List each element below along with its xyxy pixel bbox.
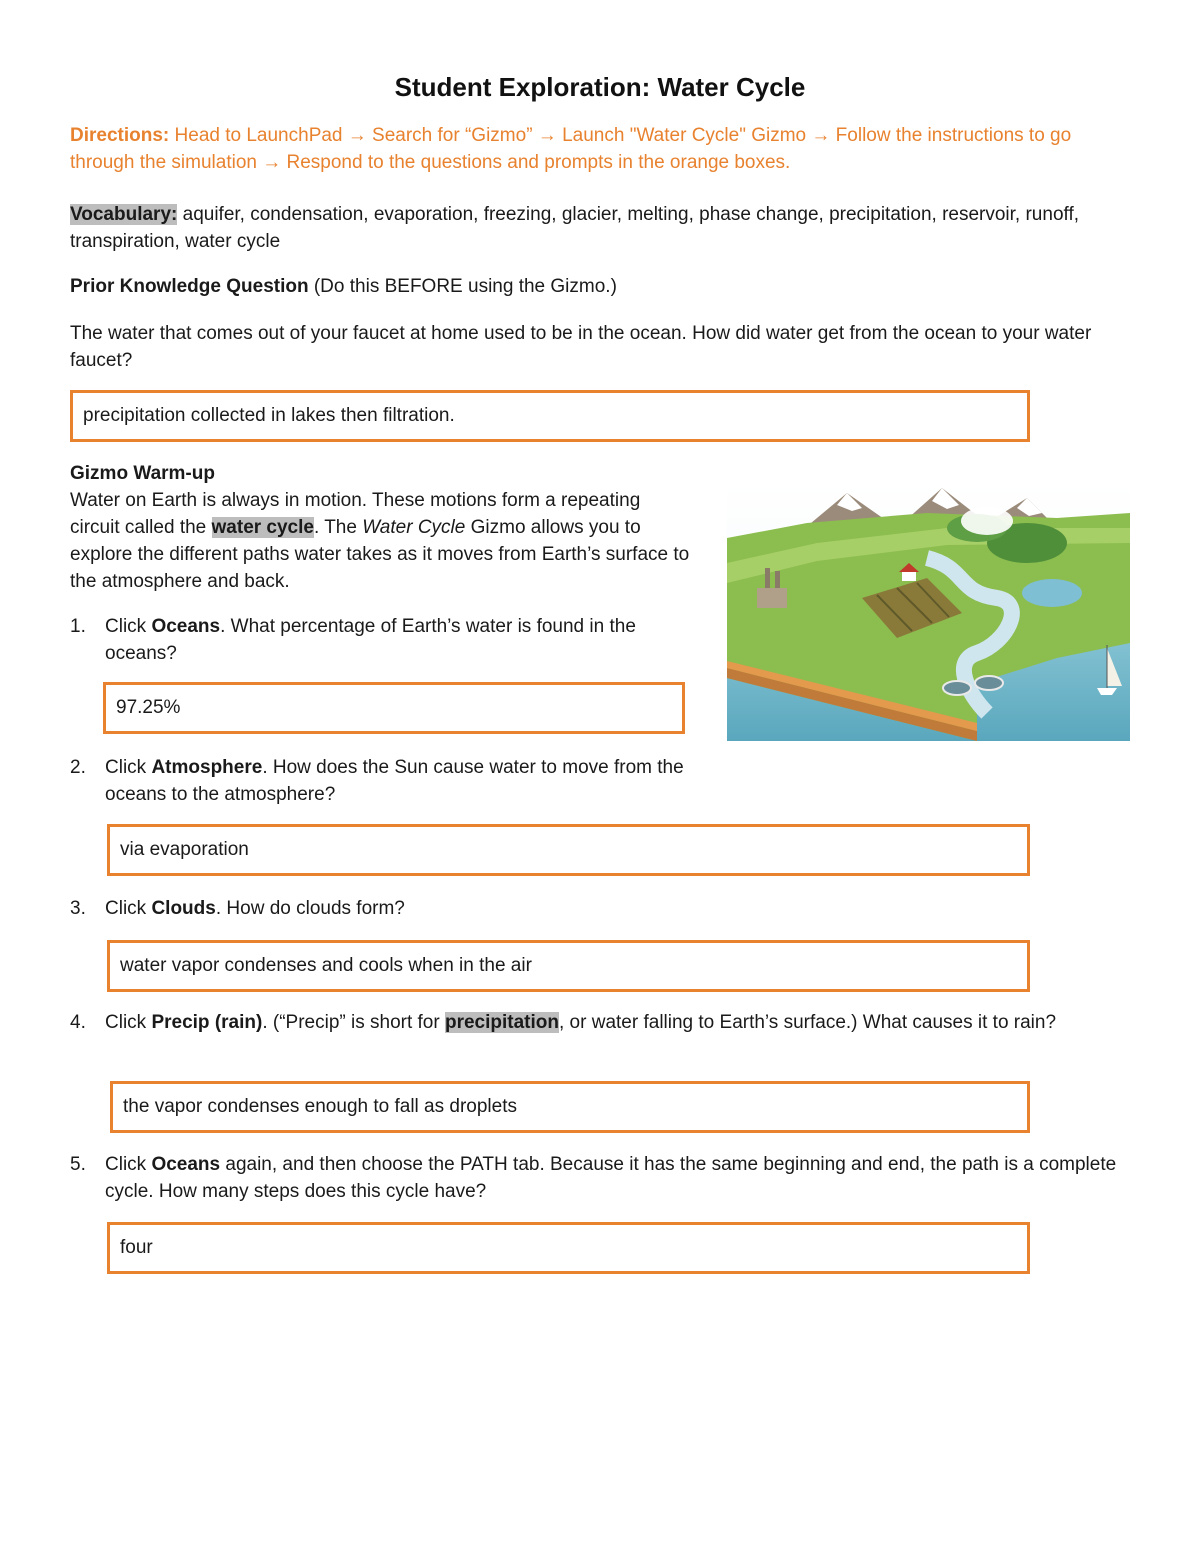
directions-label: Directions:	[70, 125, 170, 146]
q1-post: . What percentage of Earth’s water is found in the oceans?	[105, 616, 636, 664]
q3-number: 3.	[70, 898, 86, 919]
vocabulary-text: aquifer, condensation, evaporation, freezing, glacier, melting, phase change, precipitation, reservoir, runoff, transpiration, water cycle	[70, 204, 1080, 252]
warmup-heading: Gizmo Warm-up	[70, 463, 215, 484]
vocabulary	[70, 201, 1130, 255]
warmup-intro-a: Water on Earth is always in motion. These motions form a repeating circuit called the	[70, 490, 641, 538]
q2-post: . How does the Sun cause water to move from the oceans to the atmosphere?	[105, 757, 684, 805]
vocabulary-label: Vocabulary:	[70, 204, 178, 225]
q1-text	[105, 613, 705, 667]
directions	[70, 122, 1130, 176]
water-cycle-scene	[727, 483, 1130, 741]
water-cycle-illustration	[727, 483, 1130, 741]
q2-bold: Atmosphere	[151, 757, 263, 778]
q4-post: , or water falling to Earth’s surface.) What causes it to rain?	[559, 1012, 1057, 1033]
directions-text: Head to LaunchPad → Search for “Gizmo” → Launch "Water Cycle" Gizmo → Follow the instructions to go through the simulation → Respond to the questions and prompts in the orange boxes.	[70, 125, 1072, 173]
q4-text	[105, 1009, 1130, 1036]
q4-pre: Click	[105, 1012, 152, 1033]
q5-number: 5.	[70, 1154, 86, 1175]
prior-knowledge-heading	[70, 273, 1130, 300]
q1-number: 1.	[70, 616, 86, 637]
q5-answer-box[interactable]: four	[107, 1222, 1030, 1274]
q2-pre: Click	[105, 757, 152, 778]
q5-post: again, and then choose the PATH tab. Because it has the same beginning and end, the path is a complete cycle. How many steps does this cycle have?	[105, 1154, 1117, 1202]
warmup-intro-c: Gizmo allows you to explore the different paths water takes as it moves from Earth’s surface to the atmosphere and back.	[70, 517, 690, 592]
q1-bold: Oceans	[151, 616, 221, 637]
q3-text	[105, 895, 1105, 922]
warmup-term: water cycle	[211, 517, 314, 538]
prior-note: (Do this BEFORE using the Gizmo.)	[308, 276, 617, 297]
prior-answer-box[interactable]: precipitation collected in lakes then filtration.	[70, 390, 1030, 442]
page-title: Student Exploration: Water Cycle	[394, 72, 806, 102]
warmup-intro	[70, 487, 695, 595]
q2-text	[105, 754, 705, 808]
q3-answer-box[interactable]: water vapor condenses and cools when in the air	[107, 940, 1030, 992]
q4-number: 4.	[70, 1012, 86, 1033]
q4-term: precipitation	[444, 1012, 559, 1033]
prior-question: The water that comes out of your faucet at home used to be in the ocean. How did water get from the ocean to your water faucet?	[70, 323, 1092, 371]
warmup-intro-b: . The	[313, 517, 363, 538]
prior-heading: Prior Knowledge Question	[70, 276, 309, 297]
q4-answer-box[interactable]: the vapor condenses enough to fall as droplets	[110, 1081, 1030, 1133]
warmup-italic: Water Cycle	[362, 517, 466, 538]
q2-answer-box[interactable]: via evaporation	[107, 824, 1030, 876]
q5-bold: Oceans	[151, 1154, 221, 1175]
q4-mid: . (“Precip” is short for	[262, 1012, 445, 1033]
q1-answer-box[interactable]: 97.25%	[103, 682, 685, 734]
q4-bold: Precip (rain)	[151, 1012, 263, 1033]
q1-pre: Click	[105, 616, 152, 637]
q3-post: . How do clouds form?	[215, 898, 405, 919]
q5-text	[105, 1151, 1130, 1205]
q3-bold: Clouds	[151, 898, 216, 919]
q2-number: 2.	[70, 757, 86, 778]
q5-pre: Click	[105, 1154, 152, 1175]
q3-pre: Click	[105, 898, 152, 919]
